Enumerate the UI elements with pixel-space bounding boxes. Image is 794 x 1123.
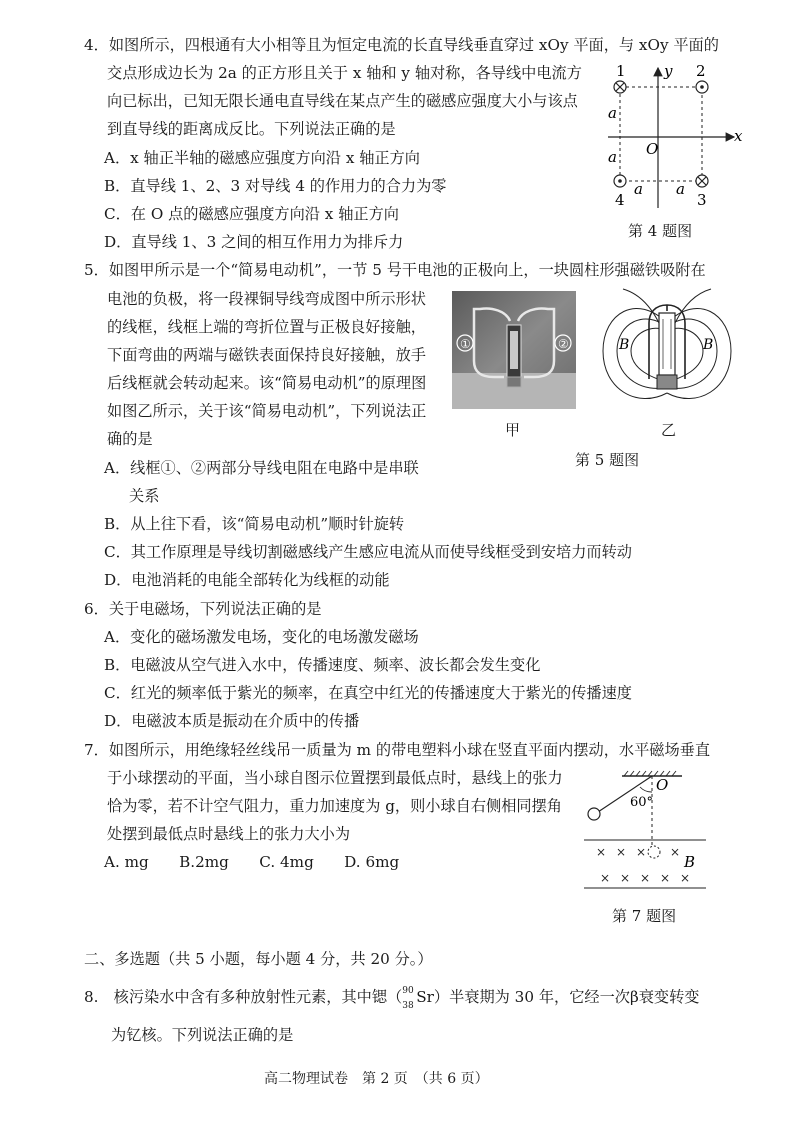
field-cross: × <box>620 871 631 885</box>
q5-label-jia: 甲 <box>505 421 521 439</box>
q7-line-4: 处摆到最低点时悬线上的张力大小为 <box>107 825 350 843</box>
q6-option-a: A．变化的磁场激发电场，变化的电场激发磁场 <box>104 628 419 646</box>
field-cross: × <box>616 845 627 859</box>
q4-caption: 第 4 题图 <box>628 222 693 240</box>
q8-text-a: 8. 核污染水中含有多种放射性元素，其中锶（ <box>84 988 403 1006</box>
q7-line-1: 7．如图所示，用绝缘轻丝线吊一质量为 m 的带电塑料小球在竖直平面内摆动，水平磁场垂直 <box>84 741 711 759</box>
q5-line-1: 5．如图甲所示是一个“简易电动机”，一节 5 号干电池的正极向上，一块圆柱形强磁铁吸附在 <box>84 261 706 279</box>
field-cross: × <box>596 845 607 859</box>
q5-option-b: B．从上往下看，该“简易电动机”顺时针旋转 <box>104 515 405 533</box>
q4-option-d: D．直导线 1、3 之间的相互作用力为排斥力 <box>104 233 404 251</box>
square-outline <box>620 87 702 181</box>
q5-caption: 第 5 题图 <box>575 451 640 469</box>
q4-option-a: A．x 轴正半轴的磁感应强度方向沿 x 轴正方向 <box>104 149 420 167</box>
atomic-number: 38 <box>402 1001 414 1011</box>
mass-number: 90 <box>402 986 414 996</box>
ghost-ball-icon <box>648 846 660 858</box>
photo-label-1: ① <box>460 337 471 351</box>
element-symbol: Sr <box>416 988 434 1006</box>
q8-line-2: 为钇核。下列说法正确的是 <box>111 1026 294 1044</box>
page-footer: 高二物理试卷 第 2 页 （共 6 页） <box>264 1071 489 1087</box>
q7-caption: 第 7 题图 <box>612 907 677 925</box>
q4-line-3: 向已标出，已知无限长通电直导线在某点产生的磁感应强度大小与该点 <box>107 92 578 110</box>
label-a-left: a <box>634 180 643 198</box>
q4-figure <box>598 58 748 223</box>
field-cross: × <box>660 871 671 885</box>
q5-field-figure <box>597 283 737 418</box>
q6-line-1: 6．关于电磁场，下列说法正确的是 <box>84 600 322 618</box>
q8-line-1 <box>84 986 700 1011</box>
field-label-b: B <box>684 853 696 871</box>
q5-option-c: C．其工作原理是导线切割磁感线产生感应电流从而使导线框受到安培力而转动 <box>104 543 632 561</box>
label-3: 3 <box>697 191 707 209</box>
q5-photo-figure <box>452 291 576 409</box>
q5-option-a-cont: 关系 <box>129 487 160 505</box>
q7-figure <box>580 770 710 892</box>
wire-2-out-of-page-icon <box>696 81 708 93</box>
q5-line-4: 下面弯曲的两端与磁铁表面保持良好接触，放手 <box>107 346 426 364</box>
label-a-upper: a <box>608 104 617 122</box>
q4-line-4: 到直导线的距离成反比。下列说法正确的是 <box>107 120 396 138</box>
q7-line-2: 于小球摆动的平面，当小球自图示位置摆到最低点时，悬线上的张力 <box>107 769 563 787</box>
q5-line-3: 的线框，线框上端的弯折位置与正极良好接触， <box>107 318 426 336</box>
q5-line-6: 如图乙所示，关于该“简易电动机”，下列说法正 <box>107 402 427 420</box>
label-4: 4 <box>615 191 625 209</box>
q4-line-2: 交点形成边长为 2a 的正方形且关于 x 轴和 y 轴对称，各导线中电流方 <box>107 64 582 82</box>
q5-line-2: 电池的负极，将一段裸铜导线弯成图中所示形状 <box>107 290 426 308</box>
field-cross: × <box>640 871 651 885</box>
q8-text-b: ）半衰期为 30 年，它经一次β衰变转变 <box>433 988 700 1006</box>
q7-options: A. mg B.2mg C. 4mg D. 6mg <box>104 853 400 871</box>
q7-line-3: 恰为零，若不计空气阻力，重力加速度为 g，则小球自右侧相同摆角 <box>107 797 562 815</box>
q6-option-b: B．电磁波从空气进入水中，传播速度、频率、波长都会发生变化 <box>104 656 541 674</box>
photo-label-2: ② <box>558 337 569 351</box>
wire-1-into-page-icon <box>614 81 626 93</box>
label-b-left: B <box>619 337 630 353</box>
q4-line-1: 4．如图所示，四根通有大小相等且为恒定电流的长直导线垂直穿过 xOy 平面，与 xOy 平面的 <box>84 36 719 54</box>
field-cross: × <box>636 845 647 859</box>
label-y: y <box>664 62 673 80</box>
label-a-right: a <box>676 180 685 198</box>
field-cross: × <box>600 871 611 885</box>
q5-option-d: D．电池消耗的电能全部转化为线框的动能 <box>104 571 390 589</box>
label-origin: O <box>646 140 659 158</box>
wire-4-out-of-page-icon <box>614 175 626 187</box>
label-b-right: B <box>703 337 714 353</box>
q5-line-7: 确的是 <box>107 430 153 448</box>
q4-option-b: B．直导线 1、2、3 对导线 4 的作用力的合力为零 <box>104 177 447 195</box>
q6-option-d: D．电磁波本质是振动在介质中的传播 <box>104 712 360 730</box>
wire-3-into-page-icon <box>696 175 708 187</box>
field-cross: × <box>670 845 681 859</box>
label-a-lower: a <box>608 148 617 166</box>
label-1: 1 <box>616 62 626 80</box>
q6-option-c: C．红光的频率低于紫光的频率，在真空中红光的传播速度大于紫光的传播速度 <box>104 684 632 702</box>
label-x: x <box>734 127 743 145</box>
q4-option-c: C．在 O 点的磁感应强度方向沿 x 轴正方向 <box>104 205 399 223</box>
q5-line-5: 后线框就会转动起来。该“简易电动机”的原理图 <box>107 374 427 392</box>
angle-label: 60° <box>630 795 654 810</box>
pivot-label: O <box>656 776 669 794</box>
q5-label-yi: 乙 <box>661 421 677 439</box>
label-2: 2 <box>696 62 706 80</box>
isotope-numbers <box>402 986 416 1011</box>
ball-icon <box>588 808 600 820</box>
field-cross: × <box>680 871 691 885</box>
section-2-heading: 二、多选题（共 5 小题，每小题 4 分，共 20 分。） <box>84 950 433 968</box>
q5-option-a: A．线框①、②两部分导线电阻在电路中是串联 <box>104 459 419 477</box>
